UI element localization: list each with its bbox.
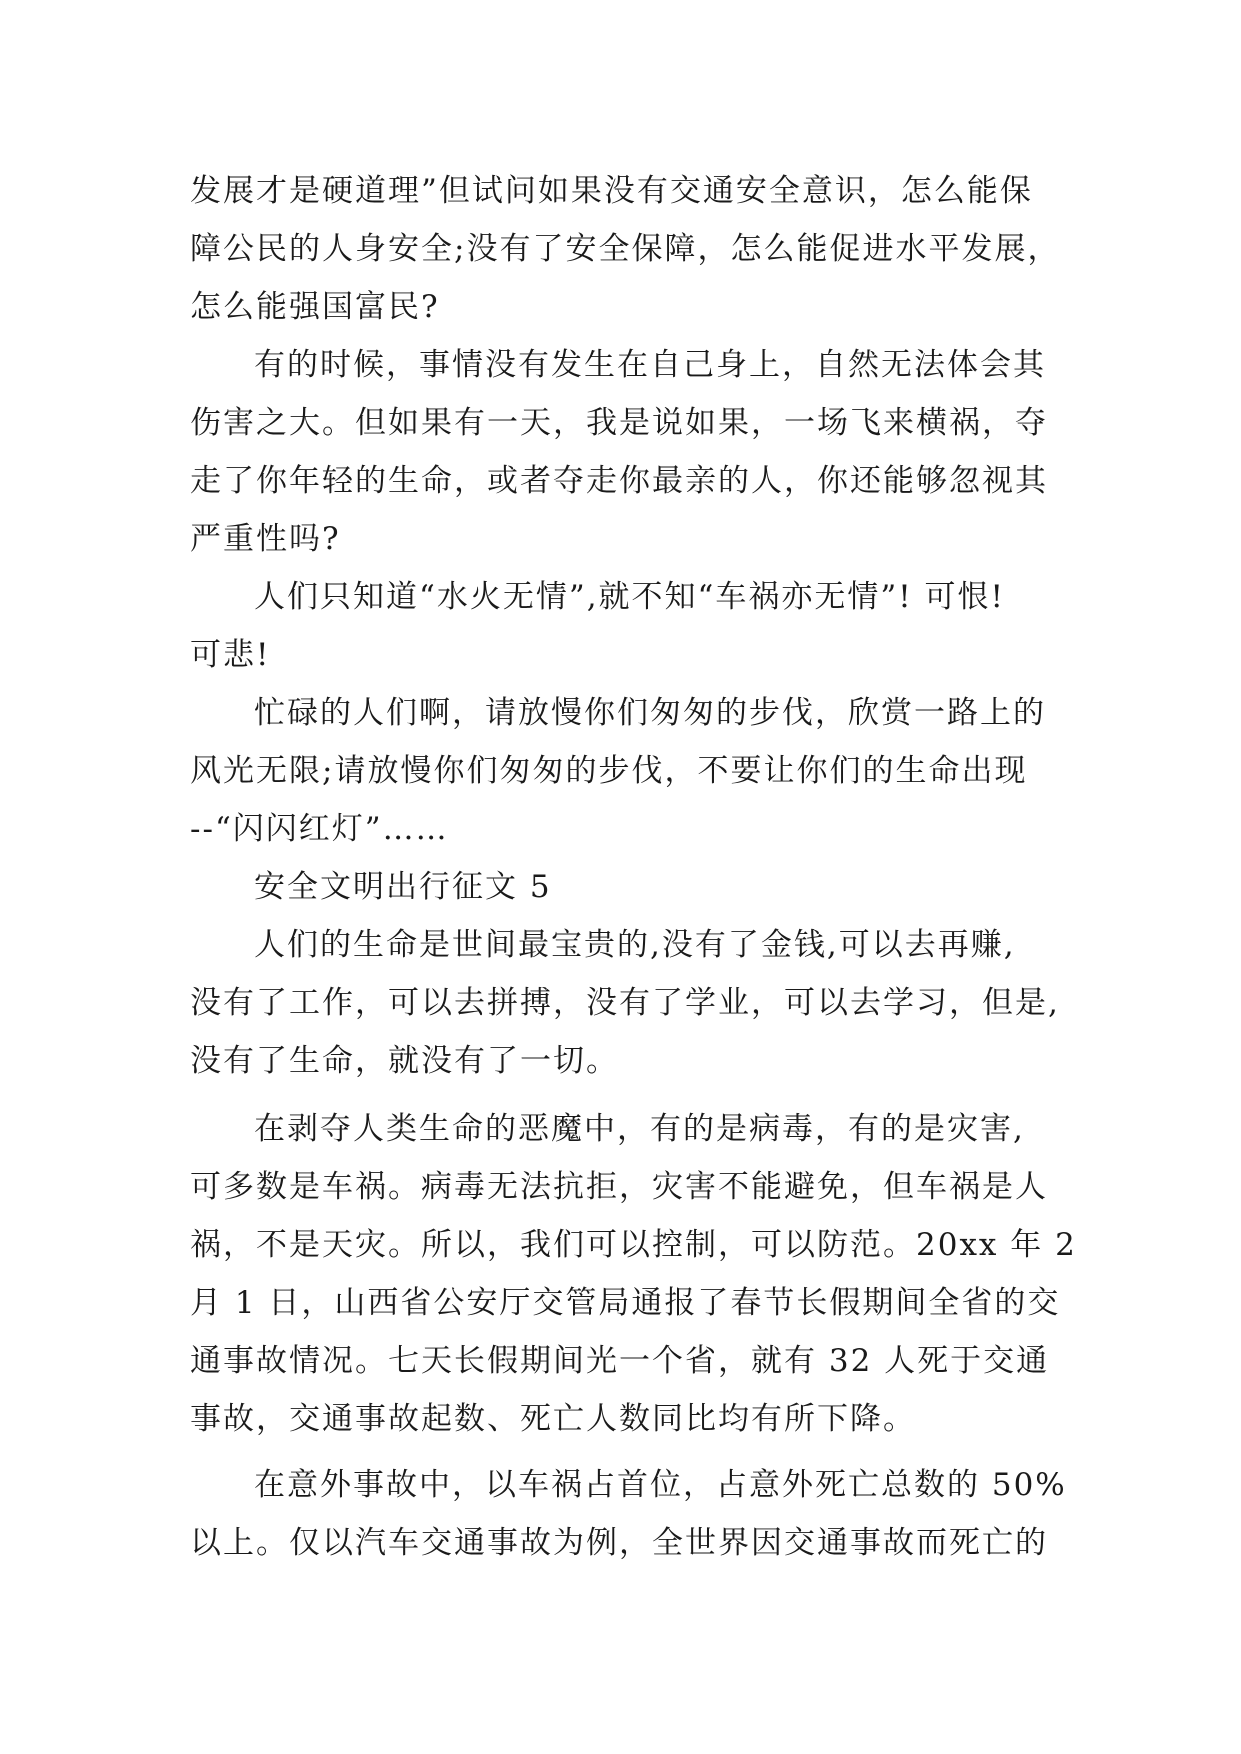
paragraph-7 [190,1448,1070,1572]
paragraph-4 [190,684,1070,858]
text-line: 没有了生命，就没有了一切。 [190,1043,619,1079]
paragraph-6 [190,1090,1077,1448]
text-line: 以上。仅以汽车交通事故为例，全世界因交通事故而死亡的 [190,1525,1048,1561]
paragraph-1 [190,162,1070,336]
text-line: 有的时候，事情没有发生在自己身上，自然无法体会其 [254,347,1046,383]
paragraph-2 [190,336,1070,568]
text-line: 严重性吗? [190,521,341,557]
text-line: 没有了工作，可以去拼搏，没有了学业，可以去学习，但是, [190,985,1060,1021]
paragraph-5 [190,916,1070,1090]
text-line: 伤害之大。但如果有一天，我是说如果，一场飞来横祸，夺 [190,405,1048,441]
section-heading [190,858,1070,916]
text-line: 可悲! [190,637,271,673]
text-line: 通事故情况。七天长假期间光一个省，就有 32 人死于交通 [190,1343,1050,1379]
paragraph-3 [190,568,1070,684]
heading-text: 安全文明出行征文 5 [254,869,552,905]
text-line: 祸，不是天灾。所以，我们可以控制，可以防范。20xx 年 2 [190,1227,1077,1263]
text-line: 月 1 日，山西省公安厅交管局通报了春节长假期间全省的交 [190,1285,1061,1321]
text-line: 忙碌的人们啊，请放慢你们匆匆的步伐，欣赏一路上的 [254,695,1046,731]
text-line: 障公民的人身安全;没有了安全保障，怎么能促进水平发展， [190,231,1061,267]
text-line: 风光无限;请放慢你们匆匆的步伐，不要让你们的生命出现 [190,753,1028,789]
text-line: 发展才是硬道理”但试问如果没有交通安全意识，怎么能保 [190,173,1033,209]
text-line: 人们只知道“水火无情”,就不知“车祸亦无情”! 可恨! [254,579,1006,615]
text-line: 在意外事故中，以车祸占首位，占意外死亡总数的 50% [254,1467,1067,1503]
text-line: 怎么能强国富民? [190,289,440,325]
text-line: 人们的生命是世间最宝贵的,没有了金钱,可以去再赚, [254,927,1016,963]
text-line: 可多数是车祸。病毒无法抗拒，灾害不能避免，但车祸是人 [190,1169,1048,1205]
text-line: 在剥夺人类生命的恶魔中，有的是病毒，有的是灾害, [254,1111,1025,1147]
text-line: 走了你年轻的生命，或者夺走你最亲的人，你还能够忽视其 [190,463,1048,499]
text-line: --“闪闪红灯”…… [190,811,449,847]
document-body [190,162,1077,1572]
text-line: 事故，交通事故起数、死亡人数同比均有所下降。 [190,1401,916,1437]
